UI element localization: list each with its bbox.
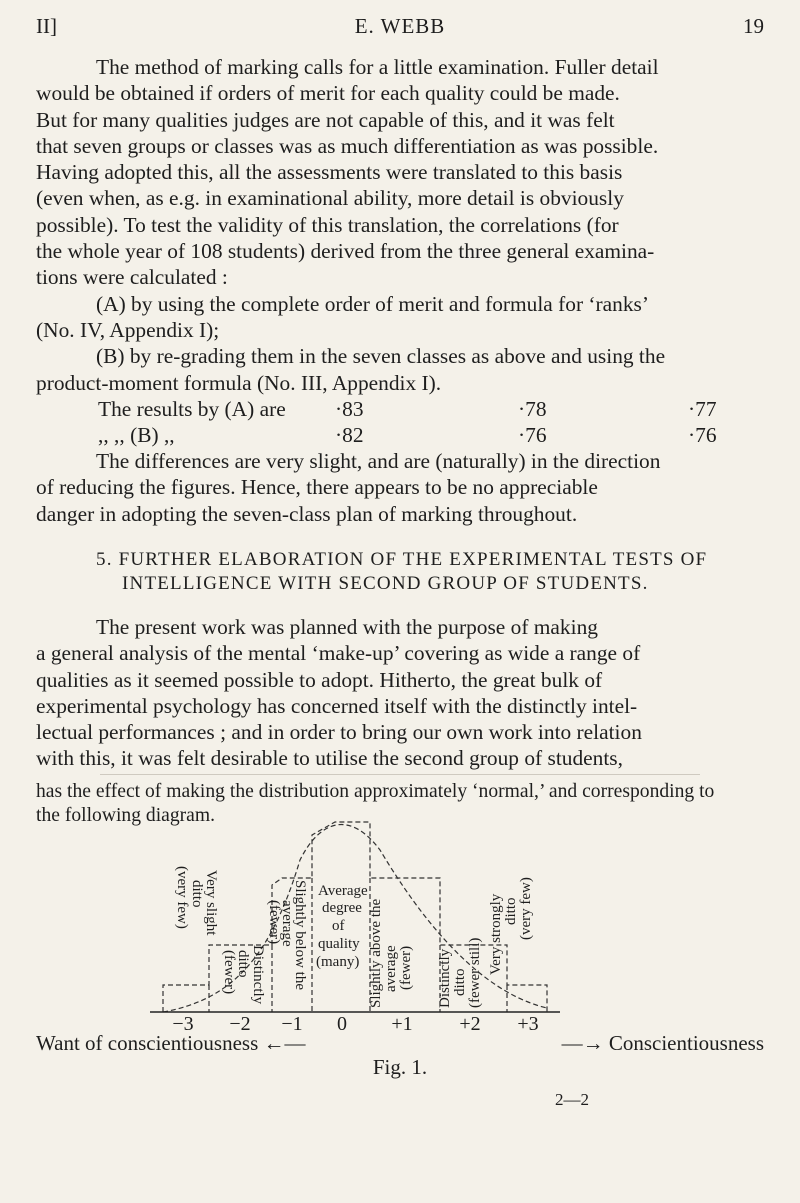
class-label-ditto-right: ditto xyxy=(452,968,468,996)
class-label-fewer-left-2: (fewer) xyxy=(266,900,282,945)
text-line: the whole year of 108 students) derived from the three general examina- xyxy=(36,239,655,264)
class-label-average-degree: of xyxy=(332,918,345,934)
results-row-a-label: The results by (A) are xyxy=(98,397,286,421)
class-label-average-degree: degree xyxy=(322,900,362,916)
results-row-b-label: ,, ,, (B) ,, xyxy=(98,423,175,447)
figure-caption: Fig. 1. xyxy=(372,1055,428,1079)
class-label-average-degree: quality xyxy=(318,936,360,952)
axis-label-right xyxy=(562,1031,764,1056)
class-label-average-right: average xyxy=(383,945,399,992)
class-label-average-degree: Average xyxy=(318,883,368,899)
text-line: that seven groups or classes was as much differentiation as was possible. xyxy=(36,133,659,158)
method-a-line: (A) by using the complete order of merit and formula for ‘ranks’ xyxy=(96,291,650,316)
class-label-very-few-left: (very few) xyxy=(174,866,190,929)
chapter-ref: II] xyxy=(36,14,57,38)
class-label-very-few-right: (very few) xyxy=(518,877,534,940)
class-label-distinctly-right: Distinctly xyxy=(437,948,453,1008)
tick-label: +3 xyxy=(517,1013,539,1035)
text-line: But for many qualities judges are not capable of this, and it was felt xyxy=(36,107,615,132)
tick-label: 0 xyxy=(337,1013,347,1035)
class-label-average-left: average xyxy=(279,900,295,947)
tick-label: +1 xyxy=(391,1013,413,1035)
class-label-slightly-below: Slightly below the xyxy=(292,880,308,990)
text-line: The differences are very slight, and are (naturally) in the direction xyxy=(96,449,661,473)
arrow-right-icon: —→ xyxy=(561,1031,604,1055)
class-label-ditto-left: ditto xyxy=(189,880,205,908)
class-label-ditto-fewer-left: ditto xyxy=(235,950,251,978)
results-value: ·77 xyxy=(688,397,717,421)
arrow-left-icon: ←— xyxy=(263,1031,306,1055)
text-line: of reducing the figures. Hence, there appears to be no appreciable xyxy=(36,475,598,500)
text-line: experimental psychology has concerned itself with the distinctly intel- xyxy=(36,693,638,718)
text-line: qualities as it seemed possible to adopt. Hitherto, the great bulk of xyxy=(36,667,603,692)
method-b-line: (B) by re-grading them in the seven classes as above and using the xyxy=(96,344,666,369)
axis-label-left xyxy=(36,1031,306,1056)
results-value: ·76 xyxy=(518,423,547,447)
results-value: ·83 xyxy=(335,397,364,421)
text-line: with this, it was felt desirable to utilise the second group of students, xyxy=(36,746,623,771)
class-label-average-degree: (many) xyxy=(316,954,360,970)
method-a-line-2: (No. IV, Appendix I); xyxy=(36,317,220,342)
text-line: The method of marking calls for a little examination. Fuller detail xyxy=(96,55,659,79)
class-label-very-slight: Very slight xyxy=(203,870,219,936)
tick-label: −1 xyxy=(281,1013,303,1035)
text-line: lectual performances ; and in order to bring our own work into relation xyxy=(36,720,642,745)
text-line: Having adopted this, all the assessments were translated to this basis xyxy=(36,160,623,185)
tick-label: −2 xyxy=(229,1013,251,1035)
section-heading-line-1: 5. FURTHER ELABORATION OF THE EXPERIMENTAL TESTS OF xyxy=(96,549,708,570)
section-heading-line-2: INTELLIGENCE WITH SECOND GROUP OF STUDENTS. xyxy=(122,573,649,594)
results-value: ·78 xyxy=(518,397,547,421)
class-label-fewer-still: (fewer still) xyxy=(467,937,483,1008)
axis-label-left-text: Want of conscientiousness xyxy=(36,1031,259,1055)
text-line: the following diagram. xyxy=(36,805,216,826)
tick-label: −3 xyxy=(172,1013,194,1035)
text-line: has the effect of making the distribution approximately ‘normal,’ and corresponding to xyxy=(36,781,715,802)
method-b-line-2: product-moment formula (No. III, Appendix I). xyxy=(36,370,442,395)
class-label-slightly-above: Slightly above the xyxy=(368,898,384,1008)
text-line: danger in adopting the seven-class plan of marking throughout. xyxy=(36,501,578,526)
text-line: a general analysis of the mental ‘make-up’ covering as wide a range of xyxy=(36,641,641,666)
class-label-distinctly-left: Distinctly xyxy=(250,945,266,1005)
class-label-ditto-right-2: ditto xyxy=(503,897,519,925)
text-line: would be obtained if orders of merit for each quality could be made. xyxy=(36,81,620,106)
axis-label-right-text: Conscientiousness xyxy=(608,1031,764,1055)
signature-mark: 2—2 xyxy=(555,1090,589,1109)
running-title: E. WEBB xyxy=(354,14,446,38)
class-label-fewer-right: (fewer) xyxy=(398,945,414,990)
results-value: ·82 xyxy=(335,423,364,447)
text-line: (even when, as e.g. in examinational ability, more detail is obviously xyxy=(36,186,624,211)
page-number: 19 xyxy=(743,14,764,38)
text-line: possible). To test the validity of this translation, the correlations (for xyxy=(36,212,619,237)
text-line: The present work was planned with the purpose of making xyxy=(96,615,598,639)
tick-label: +2 xyxy=(459,1013,481,1035)
results-value: ·76 xyxy=(688,423,717,447)
text-line: tions were calculated : xyxy=(36,265,228,290)
class-label-fewer-left: (fewer) xyxy=(221,950,237,995)
class-label-very-strongly: Very strongly xyxy=(488,893,504,975)
